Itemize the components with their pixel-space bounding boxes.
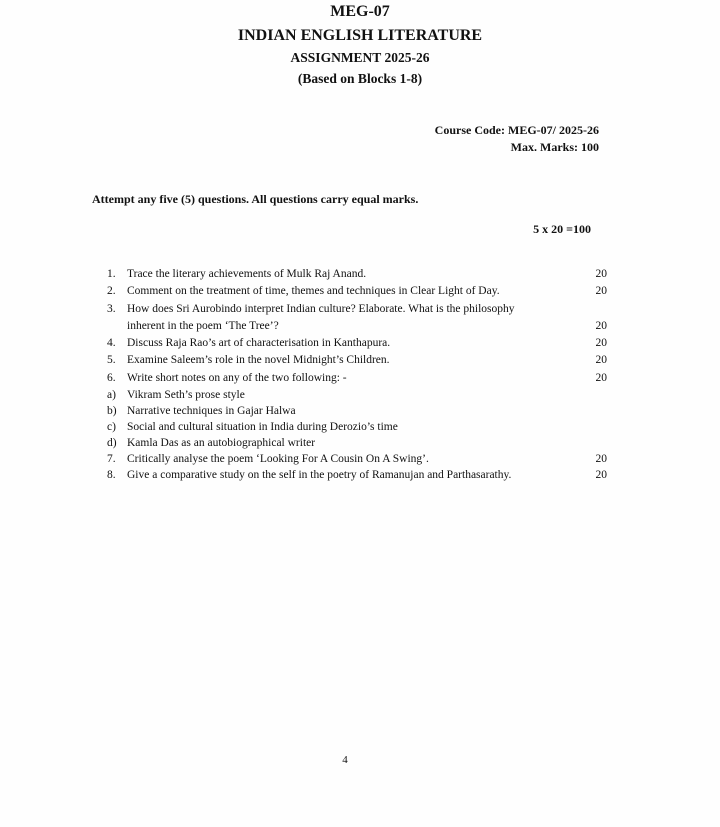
question-text: Trace the literary achievements of Mulk Raj Anand.	[127, 268, 367, 280]
question-text: Critically analyse the poem ‘Looking For A Cousin On A Swing’.	[127, 453, 429, 466]
sub-question-text: Vikram Seth’s prose style	[127, 388, 245, 401]
question-row	[107, 370, 607, 387]
sub-question-letter: b)	[107, 404, 117, 417]
sub-question-letter: a)	[107, 388, 116, 401]
question-marks: 20	[595, 453, 607, 466]
question-row	[107, 301, 607, 318]
question-row	[107, 467, 607, 483]
blocks-subheading: (Based on Blocks 1-8)	[297, 71, 423, 86]
question-marks: 20	[595, 469, 607, 482]
question-number: 3.	[107, 302, 116, 315]
question-marks: 20	[595, 337, 607, 349]
sub-question-text: Social and cultural situation in India during Derozio’s time	[127, 420, 398, 433]
question-number: 6.	[107, 371, 116, 384]
question-row-continuation	[107, 318, 607, 335]
page-number: 4	[342, 754, 348, 766]
question-text: How does Sri Aurobindo interpret Indian culture? Elaborate. What is the philosophy	[127, 302, 515, 315]
question-number: 8.	[107, 469, 116, 482]
sub-question-row	[107, 387, 607, 403]
question-list	[107, 266, 607, 483]
sub-question-letter: c)	[107, 420, 116, 433]
question-text: Write short notes on any of the two following: -	[127, 371, 347, 384]
question-marks: 20	[595, 354, 607, 367]
question-row	[107, 266, 607, 283]
marks-formula: 5 x 20 =100	[533, 222, 591, 236]
question-number: 7.	[107, 453, 116, 466]
sub-question-row	[107, 435, 607, 451]
question-text: Comment on the treatment of time, themes and techniques in Clear Light of Day.	[127, 285, 500, 298]
question-marks: 20	[595, 268, 607, 280]
sub-question-text: Kamla Das as an autobiographical writer	[127, 437, 316, 450]
question-number: 5.	[107, 354, 116, 367]
question-marks: 20	[595, 319, 607, 332]
question-text: inherent in the poem ‘The Tree’?	[127, 319, 279, 332]
course-title: INDIAN ENGLISH LITERATURE	[237, 27, 483, 44]
question-text: Examine Saleem’s role in the novel Midnight’s Children.	[127, 354, 390, 367]
sub-question-row	[107, 403, 607, 419]
course-code-line: Course Code: MEG-07/ 2025-26	[434, 123, 599, 137]
question-text: Discuss Raja Rao’s art of characterisation in Kanthapura.	[127, 337, 391, 349]
question-marks: 20	[595, 371, 607, 384]
course-code-heading: MEG-07	[330, 3, 390, 20]
question-text: Give a comparative study on the self in the poetry of Ramanujan and Parthasarathy.	[127, 469, 512, 482]
sub-question-letter: d)	[107, 437, 117, 450]
question-marks: 20	[595, 285, 607, 298]
question-row	[107, 283, 607, 300]
question-row	[107, 451, 607, 467]
question-row	[107, 352, 607, 369]
question-number: 1.	[107, 268, 116, 280]
question-number: 4.	[107, 337, 116, 349]
assignment-heading: ASSIGNMENT 2025-26	[290, 50, 430, 65]
sub-question-row	[107, 419, 607, 435]
question-row	[107, 335, 607, 352]
max-marks-line: Max. Marks: 100	[510, 140, 599, 154]
question-number: 2.	[107, 285, 116, 298]
instructions: Attempt any five (5) questions. All questions carry equal marks.	[92, 192, 419, 206]
sub-question-text: Narrative techniques in Gajar Halwa	[127, 404, 296, 417]
